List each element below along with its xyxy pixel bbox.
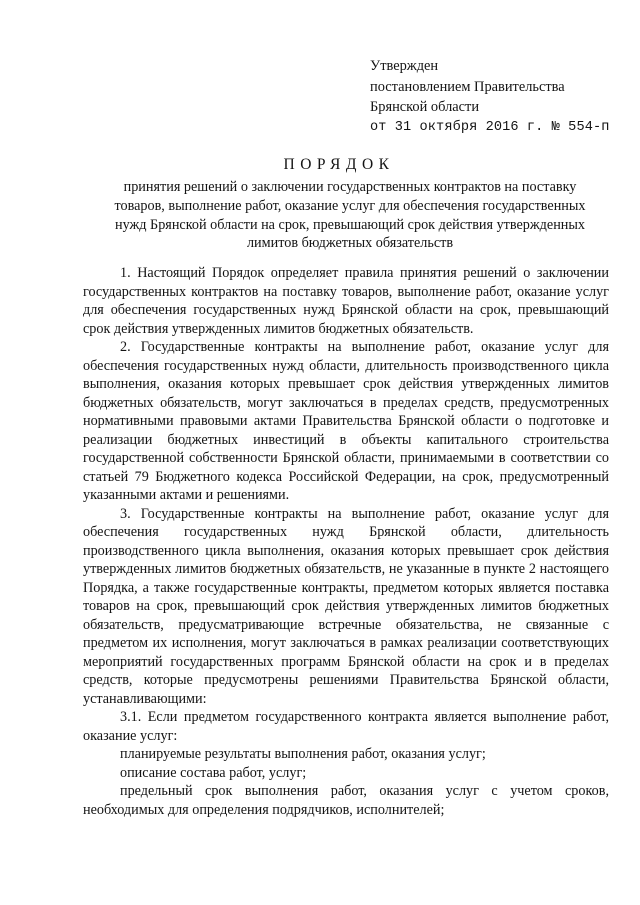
document-body — [83, 264, 609, 819]
approval-line-approved: Утвержден — [370, 58, 439, 74]
approval-line-resolution: постановлением Правительства — [370, 78, 565, 95]
document-subtitle: принятия решений о заключении государственных контрактов на поставку товаров, выполнение работ, оказание услуг для обеспечения государственных нужд Брянской области на срок, превышающий срок действия утвержденных лимитов бюджетных обязательств — [114, 179, 586, 252]
paragraph-1: 1. Настоящий Порядок определяет правила принятия решений о заключении государственных контрактов на поставку товаров, выполнение работ, оказание услуг для обеспечения государственных нужд Брянской области на срок, превышающий срок действия утвержденных лимитов бюджетных обязательств. — [83, 265, 609, 337]
approval-line-date-number: от 31 октября 2016 г. № 554-п — [370, 119, 610, 135]
paragraph-3-1-item-deadline: предельный срок выполнения работ, оказания услуг с учетом сроков, необходимых для определения подрядчиков, исполнителей; — [83, 783, 609, 818]
paragraph-3-1: 3.1. Если предметом государственного контракта является выполнение работ, оказание услуг: — [83, 709, 609, 744]
document-title: ПОРЯДОК — [283, 156, 395, 173]
paragraph-3-1-item-composition: описание состава работ, услуг; — [120, 764, 307, 781]
approval-line-region: Брянской области — [370, 99, 480, 115]
paragraph-2: 2. Государственные контракты на выполнение работ, оказание услуг для обеспечения государственных нужд области, длительность производственного цикла выполнения, оказания которых превышает срок действия утвержденных лимитов бюджетных обязательств, могут заключаться в пределах средств, предусмотренных нормативными правовыми актами Правительства Брянской области о подготовке и реализации бюджетных инвестиций в объекты капитального строительства государственной собственности Брянской области, принимаемыми в соответствии со статьей 79 Бюджетного кодекса Российской Федерации, на срок, предусмотренный указанными актами и решениями. — [83, 339, 609, 503]
paragraph-3: 3. Государственные контракты на выполнение работ, оказание услуг для обеспечения государственных нужд Брянской области, длительность производственного цикла выполнения, оказания которых превышает срок действия утвержденных лимитов бюджетных обязательств, не указанные в пункте 2 настоящего Порядка, а также государственные контракты, предметом которых является поставка товаров на срок, превышающий срок действия утвержденных лимитов бюджетных обязательств, предусматривающие встречные обязательства, не связанные с предметом их исполнения, могут заключаться в рамках реализации соответствующих мероприятий государственных программ Брянской области на срок и в пределах средств, которые предусмотрены решениями Правительства Брянской области, устанавливающими: — [83, 505, 609, 707]
approval-stamp — [370, 56, 609, 138]
paragraph-3-1-item-results: планируемые результаты выполнения работ, оказания услуг; — [120, 746, 486, 762]
